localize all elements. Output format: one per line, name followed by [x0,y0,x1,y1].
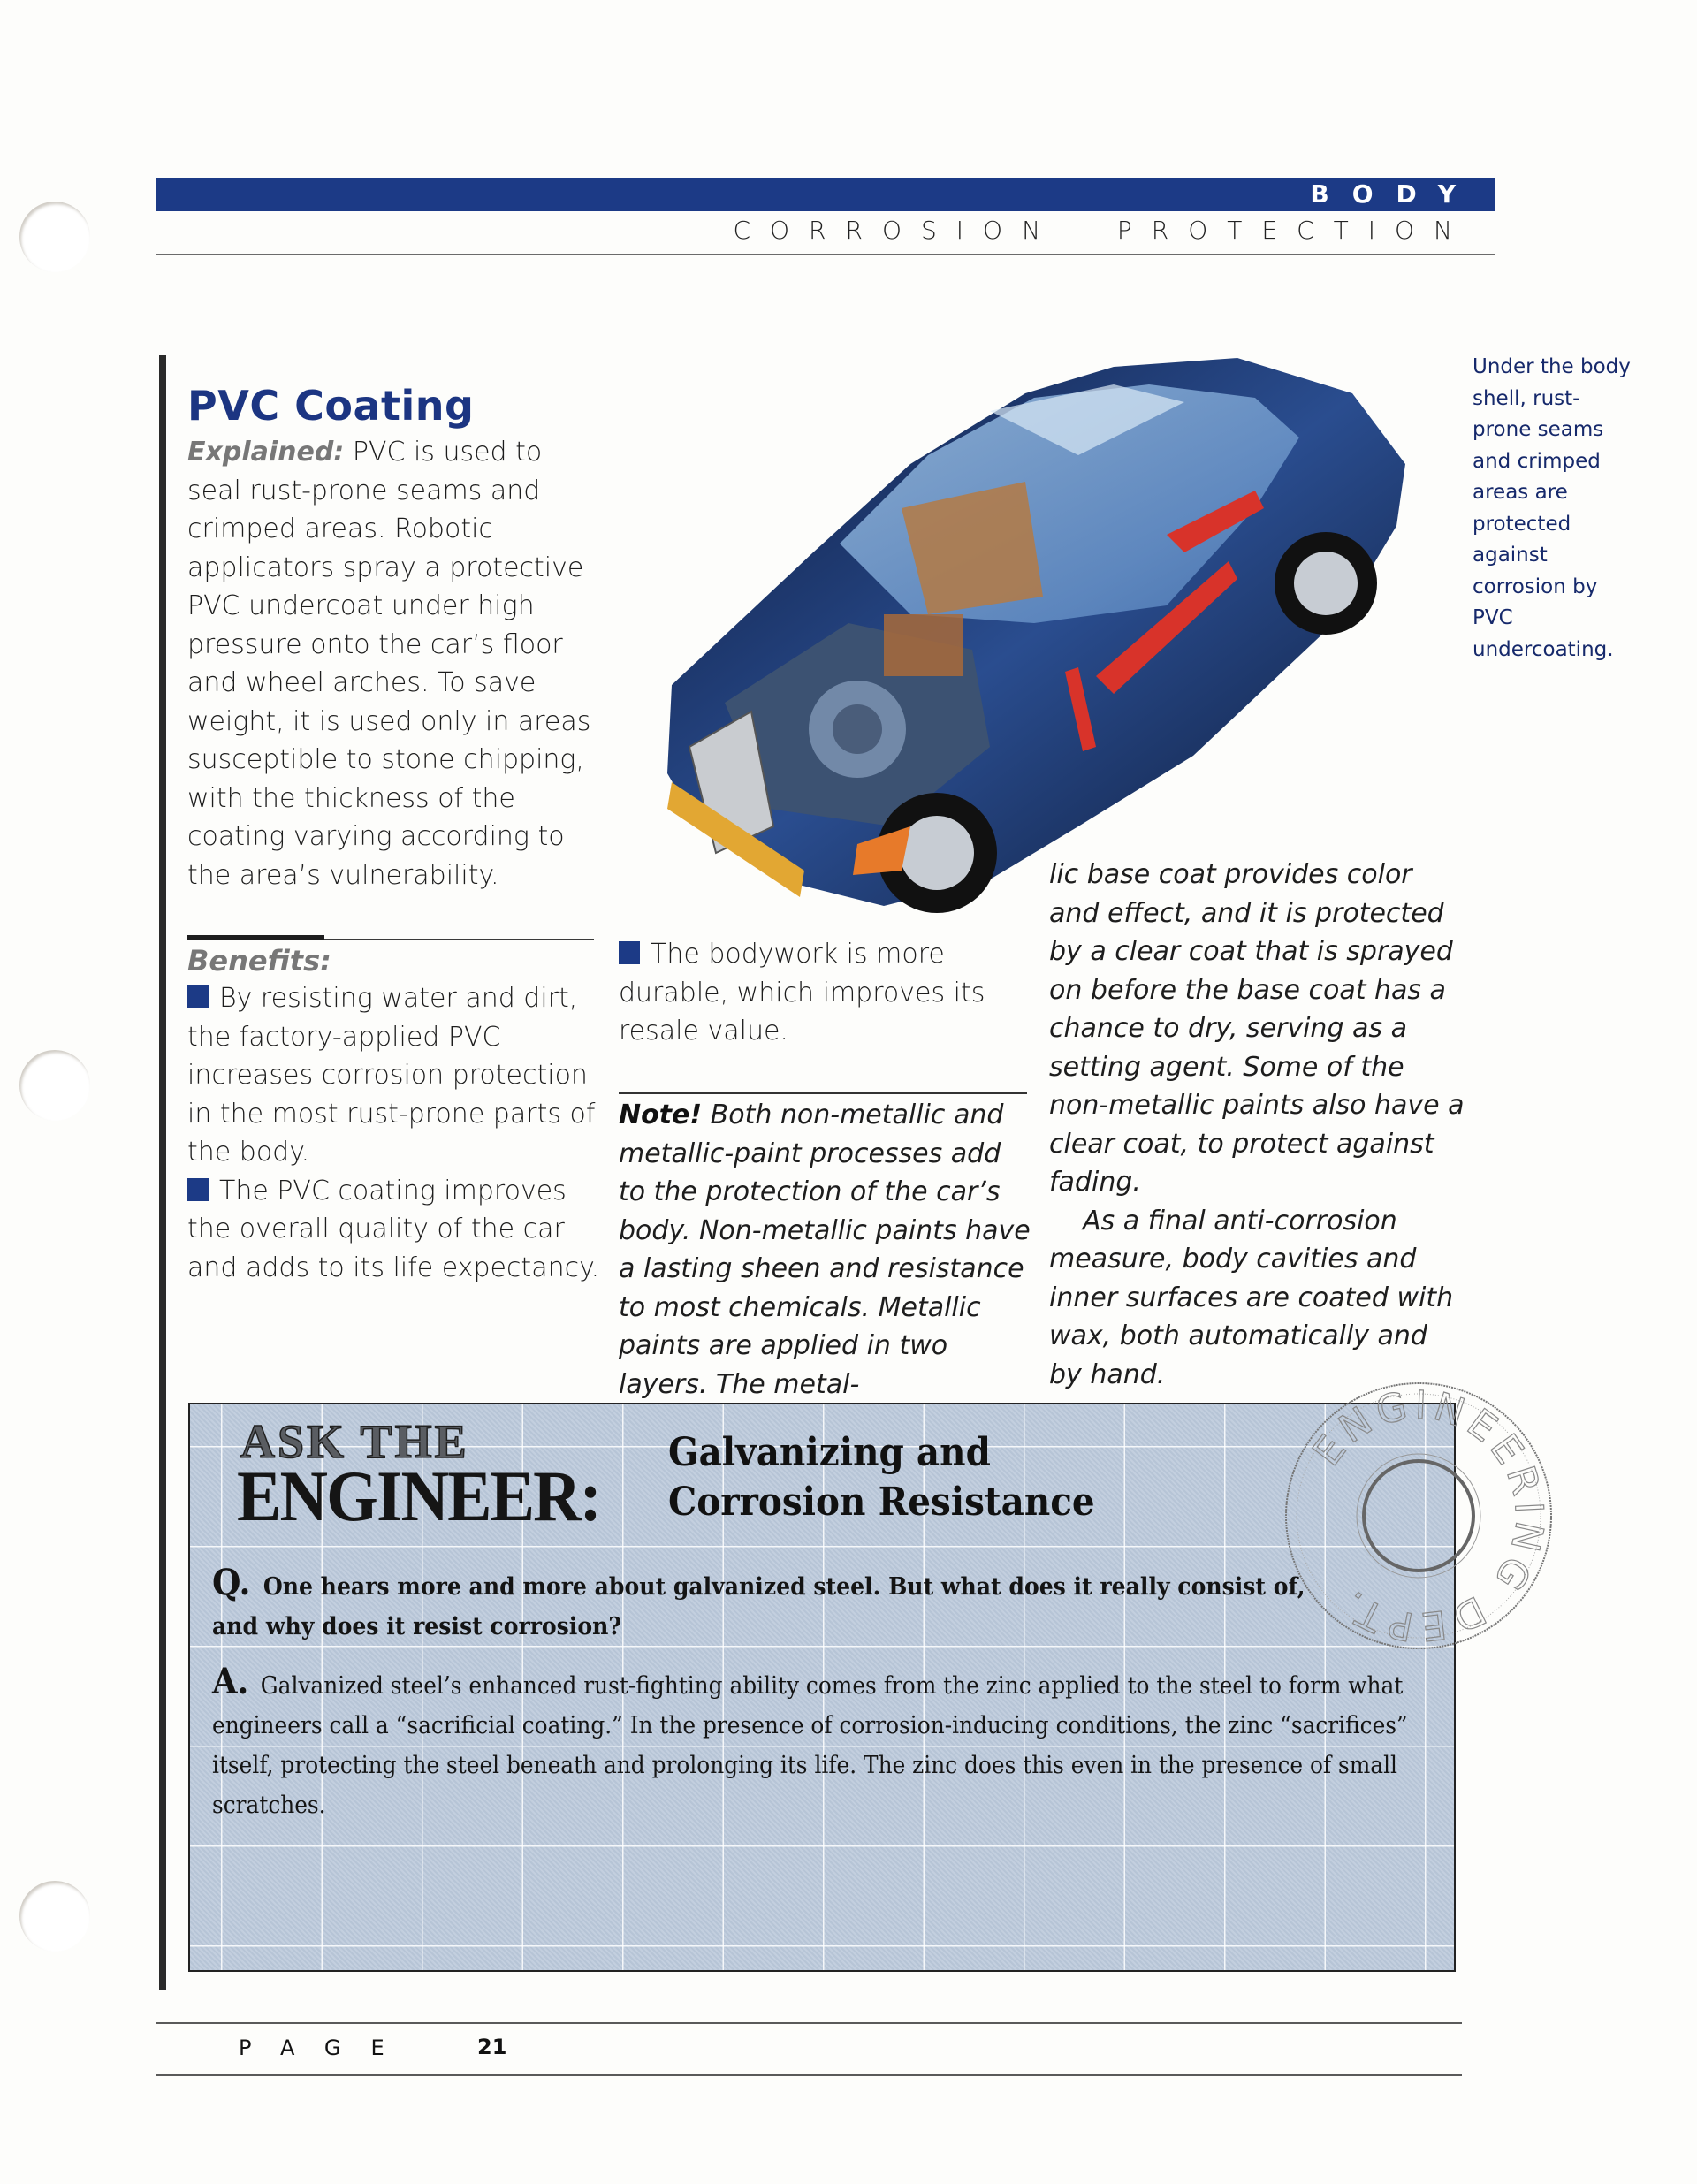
explained-label: Explained: [187,437,345,468]
note-continuation [1049,856,1465,1394]
illustration-caption: Under the body shell, rust-prone seams and crimped areas are protected against corrosion by PVC undercoating. [1473,355,1631,661]
note-paragraph [619,1096,1034,1404]
ask-the-engineer-topic [668,1428,1123,1527]
page-label: PAGE [239,2036,415,2060]
note-divider [619,1092,1027,1094]
question-marker: Q. [212,1562,251,1603]
benefits-list [187,979,603,1287]
answer-marker: A. [212,1661,249,1702]
answer [212,1662,1448,1825]
page-number: 21 [477,2035,507,2059]
section-label: BODY [1310,179,1479,209]
header-divider [156,254,1495,255]
benefit-item: The bodywork is more durable, which improves its resale value. [619,939,985,1046]
topic-text: Galvanizing and Corrosion Resistance [668,1430,1095,1525]
binder-hole [19,202,90,272]
explained-paragraph [187,433,603,894]
question-text: One hears more and more about galvanized steel. But what does it really consist of, and why does it resist corrosion? [212,1573,1305,1640]
binder-hole [19,1881,90,1952]
bullet-square-icon [187,985,209,1008]
benefits-divider-accent [187,935,324,940]
car-cutaway-illustration [619,331,1467,915]
article-title: PVC Coating [187,382,475,430]
bullet-square-icon [619,941,640,964]
ask-the-heading: ASK THE [240,1415,469,1468]
note-text-continued: lic base coat provides color and effect, and it is protected by a clear coat that is sprayed on before the base coat has a chance to dry, serving as a setting agent. Some of the non-metallic paints also have a clear coat, to protect against fading. [1049,859,1465,1198]
benefit-item: The PVC coating improves the overall quality of the car and adds to its life expectancy. [187,1175,600,1283]
benefits-label: Benefits: [187,944,331,978]
bullet-square-icon [187,1178,209,1201]
footer-divider-bottom [156,2074,1462,2076]
final-paragraph: As a final anti-corrosion measure, body cavities and inner surfaces are coated with wax, both automatically and by hand. [1049,1205,1454,1390]
question [212,1563,1346,1647]
engineering-dept-stamp-icon [1277,1374,1560,1657]
explained-text: PVC is used to seal rust-prone seams and crimped areas. Robotic applicators spray a protective PVC undercoat under high pressure onto the car’s floor and wheel arches. To save weight, it is used only in areas susceptible to stone chipping, with the thickness of the coating varying according to the area’s vulnerability. [187,437,591,891]
note-label: Note! [619,1100,703,1130]
left-accent-bar [159,355,166,1990]
note-text: Both non-metallic and metallic-paint processes add to the protection of the car’s body. Non-metallic paints have a lasting sheen and resistance to most chemicals. Metallic paints are applied in two layers. The metal- [619,1100,1031,1400]
engineer-heading: ENGINEER: [237,1456,600,1536]
section-subtitle: CORROSION PROTECTION [733,216,1472,245]
section-bar [156,178,1495,211]
benefit-item: By resisting water and dirt, the factory-applied PVC increases corrosion protection in the most rust-prone parts of the body. [187,983,596,1168]
svg-text:ENGINEERING DEPT. [1305,1382,1552,1649]
answer-text: Galvanized steel’s enhanced rust-fighting ability comes from the zinc applied to the steel to form what engineers call a “sacrificial coating.” In the presence of corrosion-inducing conditions, the zinc “sacrifices” itself, protecting the steel beneath and prolonging its life. The zinc does this even in the presence of small scratches. [212,1672,1408,1819]
footer-divider-top [156,2022,1462,2024]
stamp-text: ENGINEERING DEPT. [1304,1382,1552,1650]
binder-hole [19,1050,90,1121]
